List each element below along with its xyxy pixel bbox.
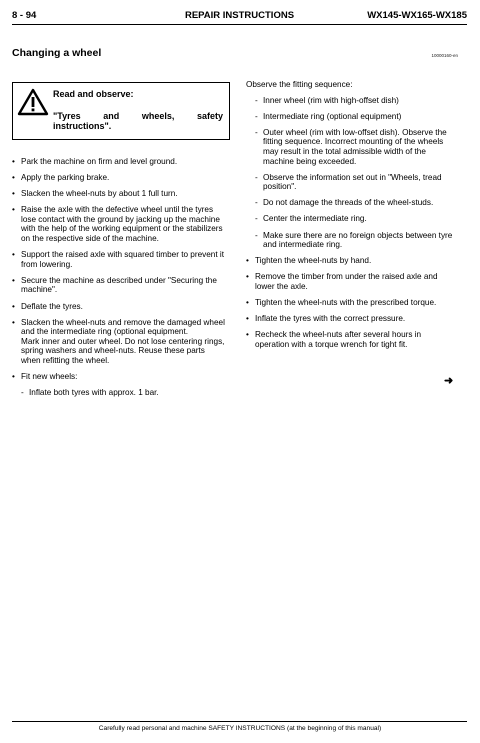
- footer-divider: [12, 721, 467, 722]
- warning-heading: Read and observe:: [53, 89, 134, 99]
- section-title: Changing a wheel: [12, 47, 102, 59]
- left-steps-list: [12, 157, 226, 398]
- list-item: • Slacken the wheel-nuts by about 1 full turn.: [12, 189, 226, 199]
- warning-triangle-icon: [17, 88, 49, 116]
- list-item: • Support the raised axle with squared timber to prevent it from lowering.: [12, 250, 226, 269]
- left-column: [12, 157, 226, 404]
- list-item: • Secure the machine as described under "Securing the machine".: [12, 276, 226, 295]
- list-item: - Intermediate ring (optional equipment): [246, 112, 456, 122]
- list-item-fit-new-wheels: [12, 372, 226, 398]
- warning-box: [12, 82, 230, 140]
- header-title: REPAIR INSTRUCTIONS: [184, 10, 295, 21]
- warning-text: "Tyres and wheels, safety instructions".: [53, 111, 223, 131]
- fit-new-wheels-label: Fit new wheels:: [21, 372, 78, 382]
- fit-sub-list: [21, 388, 226, 398]
- list-item: • Recheck the wheel-nuts after several hours in operation with a torque wrench for tight fit.: [246, 330, 456, 349]
- document-id: 10000160-en: [431, 53, 458, 58]
- page-number: 8 - 94: [12, 10, 37, 21]
- list-item: • Tighten the wheel-nuts by hand.: [246, 256, 456, 266]
- list-item: • Tighten the wheel-nuts with the prescribed torque.: [246, 298, 456, 308]
- right-column: [246, 80, 456, 356]
- sub-list-item: - Inflate both tyres with approx. 1 bar.: [21, 388, 226, 398]
- page-footer: Carefully read personal and machine SAFETY INSTRUCTIONS (at the beginning of this manual): [98, 725, 382, 732]
- list-item: - Outer wheel (rim with low-offset dish). Observe the fitting sequence. Incorrect mounting of the wheels may result in the total admissible width of the machine being exceeded.: [246, 128, 456, 166]
- right-steps-list: [246, 256, 456, 349]
- list-item: • Raise the axle with the defective wheel until the tyres lose contact with the ground by jacking up the machine with the help of the working equipment or the stabilizers on the respective side of the machine.: [12, 205, 226, 243]
- list-item: • Park the machine on firm and level ground.: [12, 157, 226, 167]
- list-item: • Apply the parking brake.: [12, 173, 226, 183]
- fitting-sequence-intro: Observe the fitting sequence:: [246, 80, 353, 89]
- fitting-sequence-list: [246, 96, 456, 250]
- list-item: - Inner wheel (rim with high-offset dish): [246, 96, 456, 106]
- list-item: - Make sure there are no foreign objects between tyre and intermediate ring.: [246, 231, 456, 250]
- header-models: WX145-WX165-WX185: [367, 10, 467, 21]
- arrow-right-icon: ➜: [444, 375, 454, 387]
- list-item: - Center the intermediate ring.: [246, 214, 456, 224]
- page-header: [12, 8, 467, 25]
- list-item: • Inflate the tyres with the correct pressure.: [246, 314, 456, 324]
- list-item: - Observe the information set out in "Wheels, tread position".: [246, 173, 456, 192]
- list-item: • Slacken the wheel-nuts and remove the damaged wheel and the intermediate ring (optional equipment. Mark inner and outer wheel. Do not lose centering rings, spring washers and wheel-nuts. Reuse these parts when refitting the wheel.: [12, 318, 226, 366]
- list-item: - Do not damage the threads of the wheel-studs.: [246, 198, 456, 208]
- list-item: • Deflate the tyres.: [12, 302, 226, 312]
- list-item: • Remove the timber from under the raised axle and lower the axle.: [246, 272, 456, 291]
